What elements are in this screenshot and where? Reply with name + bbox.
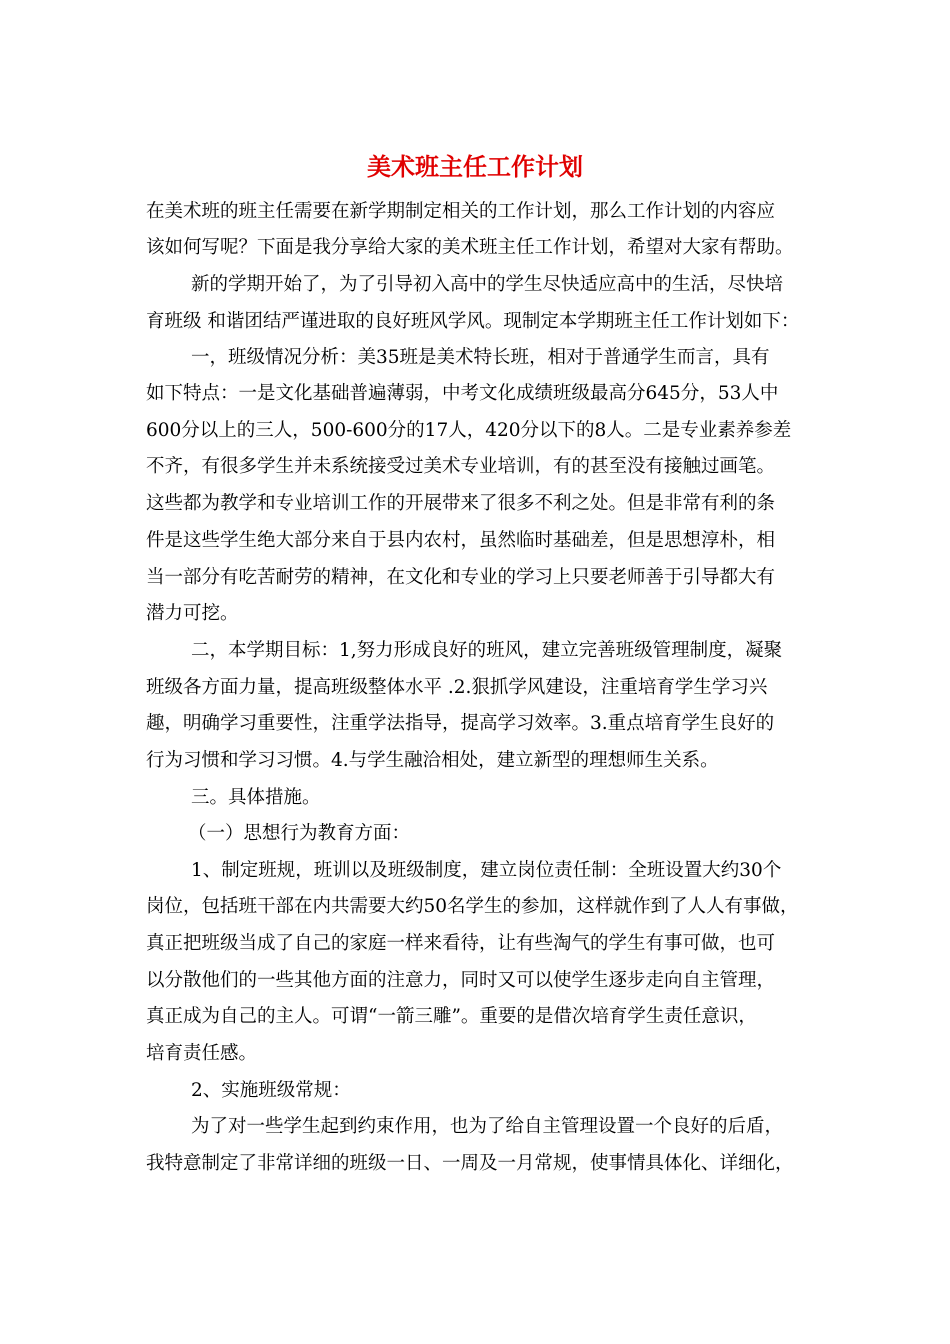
paragraph-line: 该如何写呢？下面是我分享给大家的美术班主任工作计划，希望对大家有帮助。 — [146, 237, 794, 258]
paragraph-line: 当一部分有吃苦耐劳的精神，在文化和专业的学习上只要老师善于引导都大有 — [146, 567, 776, 588]
subsection-heading: （一）思想行为教育方面： — [188, 823, 411, 844]
section-heading: 三。具体措施。 — [191, 787, 321, 808]
paragraph-line: 真正把班级当成了自己的家庭一样来看待，让有些淘气的学生有事可做，也可 — [146, 933, 776, 954]
paragraph-line: 培育责任感。 — [146, 1043, 258, 1064]
paragraph-line: 行为习惯和学习习惯。4.与学生融洽相处，建立新型的理想师生关系。 — [146, 750, 719, 771]
paragraph-line: 如下特点：一是文化基础普遍薄弱，中考文化成绩班级最高分645分，53人中 — [146, 383, 779, 404]
paragraph-line: 为了对一些学生起到约束作用，也为了给自主管理设置一个良好的后盾， — [191, 1116, 784, 1137]
paragraph-line: 600分以上的三人，500-600分的17人，420分以下的8人。二是专业素养参差 — [146, 420, 792, 441]
paragraph-line: 趣，明确学习重要性，注重学法指导，提高学习效率。3.重点培育学生良好的 — [146, 713, 775, 734]
paragraph-line: 一，班级情况分析：美35班是美术特长班，相对于普通学生而言，具有 — [191, 347, 770, 368]
paragraph-line: 在美术班的班主任需要在新学期制定相关的工作计划，那么工作计划的内容应 — [146, 201, 776, 222]
paragraph-line: 班级各方面力量，提高班级整体水平 .2.狠抓学风建设，注重培育学生学习兴 — [146, 677, 768, 698]
document-title: 美术班主任工作计划 — [367, 152, 583, 181]
paragraph-line: 我特意制定了非常详细的班级一日、一周及一月常规，使事情具体化、详细化， — [146, 1153, 794, 1174]
paragraph-line: 真正成为自己的主人。可谓“一箭三雕”。重要的是借次培育学生责任意识， — [146, 1006, 757, 1027]
paragraph-line: 件是这些学生绝大部分来自于县内农村，虽然临时基础差，但是思想淳朴，相 — [146, 530, 776, 551]
paragraph-line: 新的学期开始了，为了引导初入高中的学生尽快适应高中的生活，尽快培 — [191, 274, 784, 295]
paragraph-line: 岗位，包括班干部在内共需要大约50名学生的参加，这样就作到了人人有事做， — [146, 896, 799, 917]
paragraph-line: 潜力可挖。 — [146, 603, 239, 624]
paragraph-line: 不齐，有很多学生并未系统接受过美术专业培训，有的甚至没有接触过画笔。 — [146, 456, 776, 477]
paragraph-line: 育班级 和谐团结严谨进取的良好班风学风。现制定本学期班主任工作计划如下： — [146, 311, 800, 332]
paragraph-line: 这些都为教学和专业培训工作的开展带来了很多不利之处。但是非常有利的条 — [146, 493, 776, 514]
paragraph-line: 以分散他们的一些其他方面的注意力，同时又可以使学生逐步走向自主管理， — [146, 970, 776, 991]
paragraph-line: 1、制定班规，班训以及班级制度，建立岗位责任制：全班设置大约30个 — [191, 860, 782, 881]
paragraph-line: 二，本学期目标：1,努力形成良好的班风，建立完善班级管理制度，凝聚 — [191, 640, 783, 661]
subsection-heading: 2、实施班级常规： — [191, 1080, 351, 1101]
